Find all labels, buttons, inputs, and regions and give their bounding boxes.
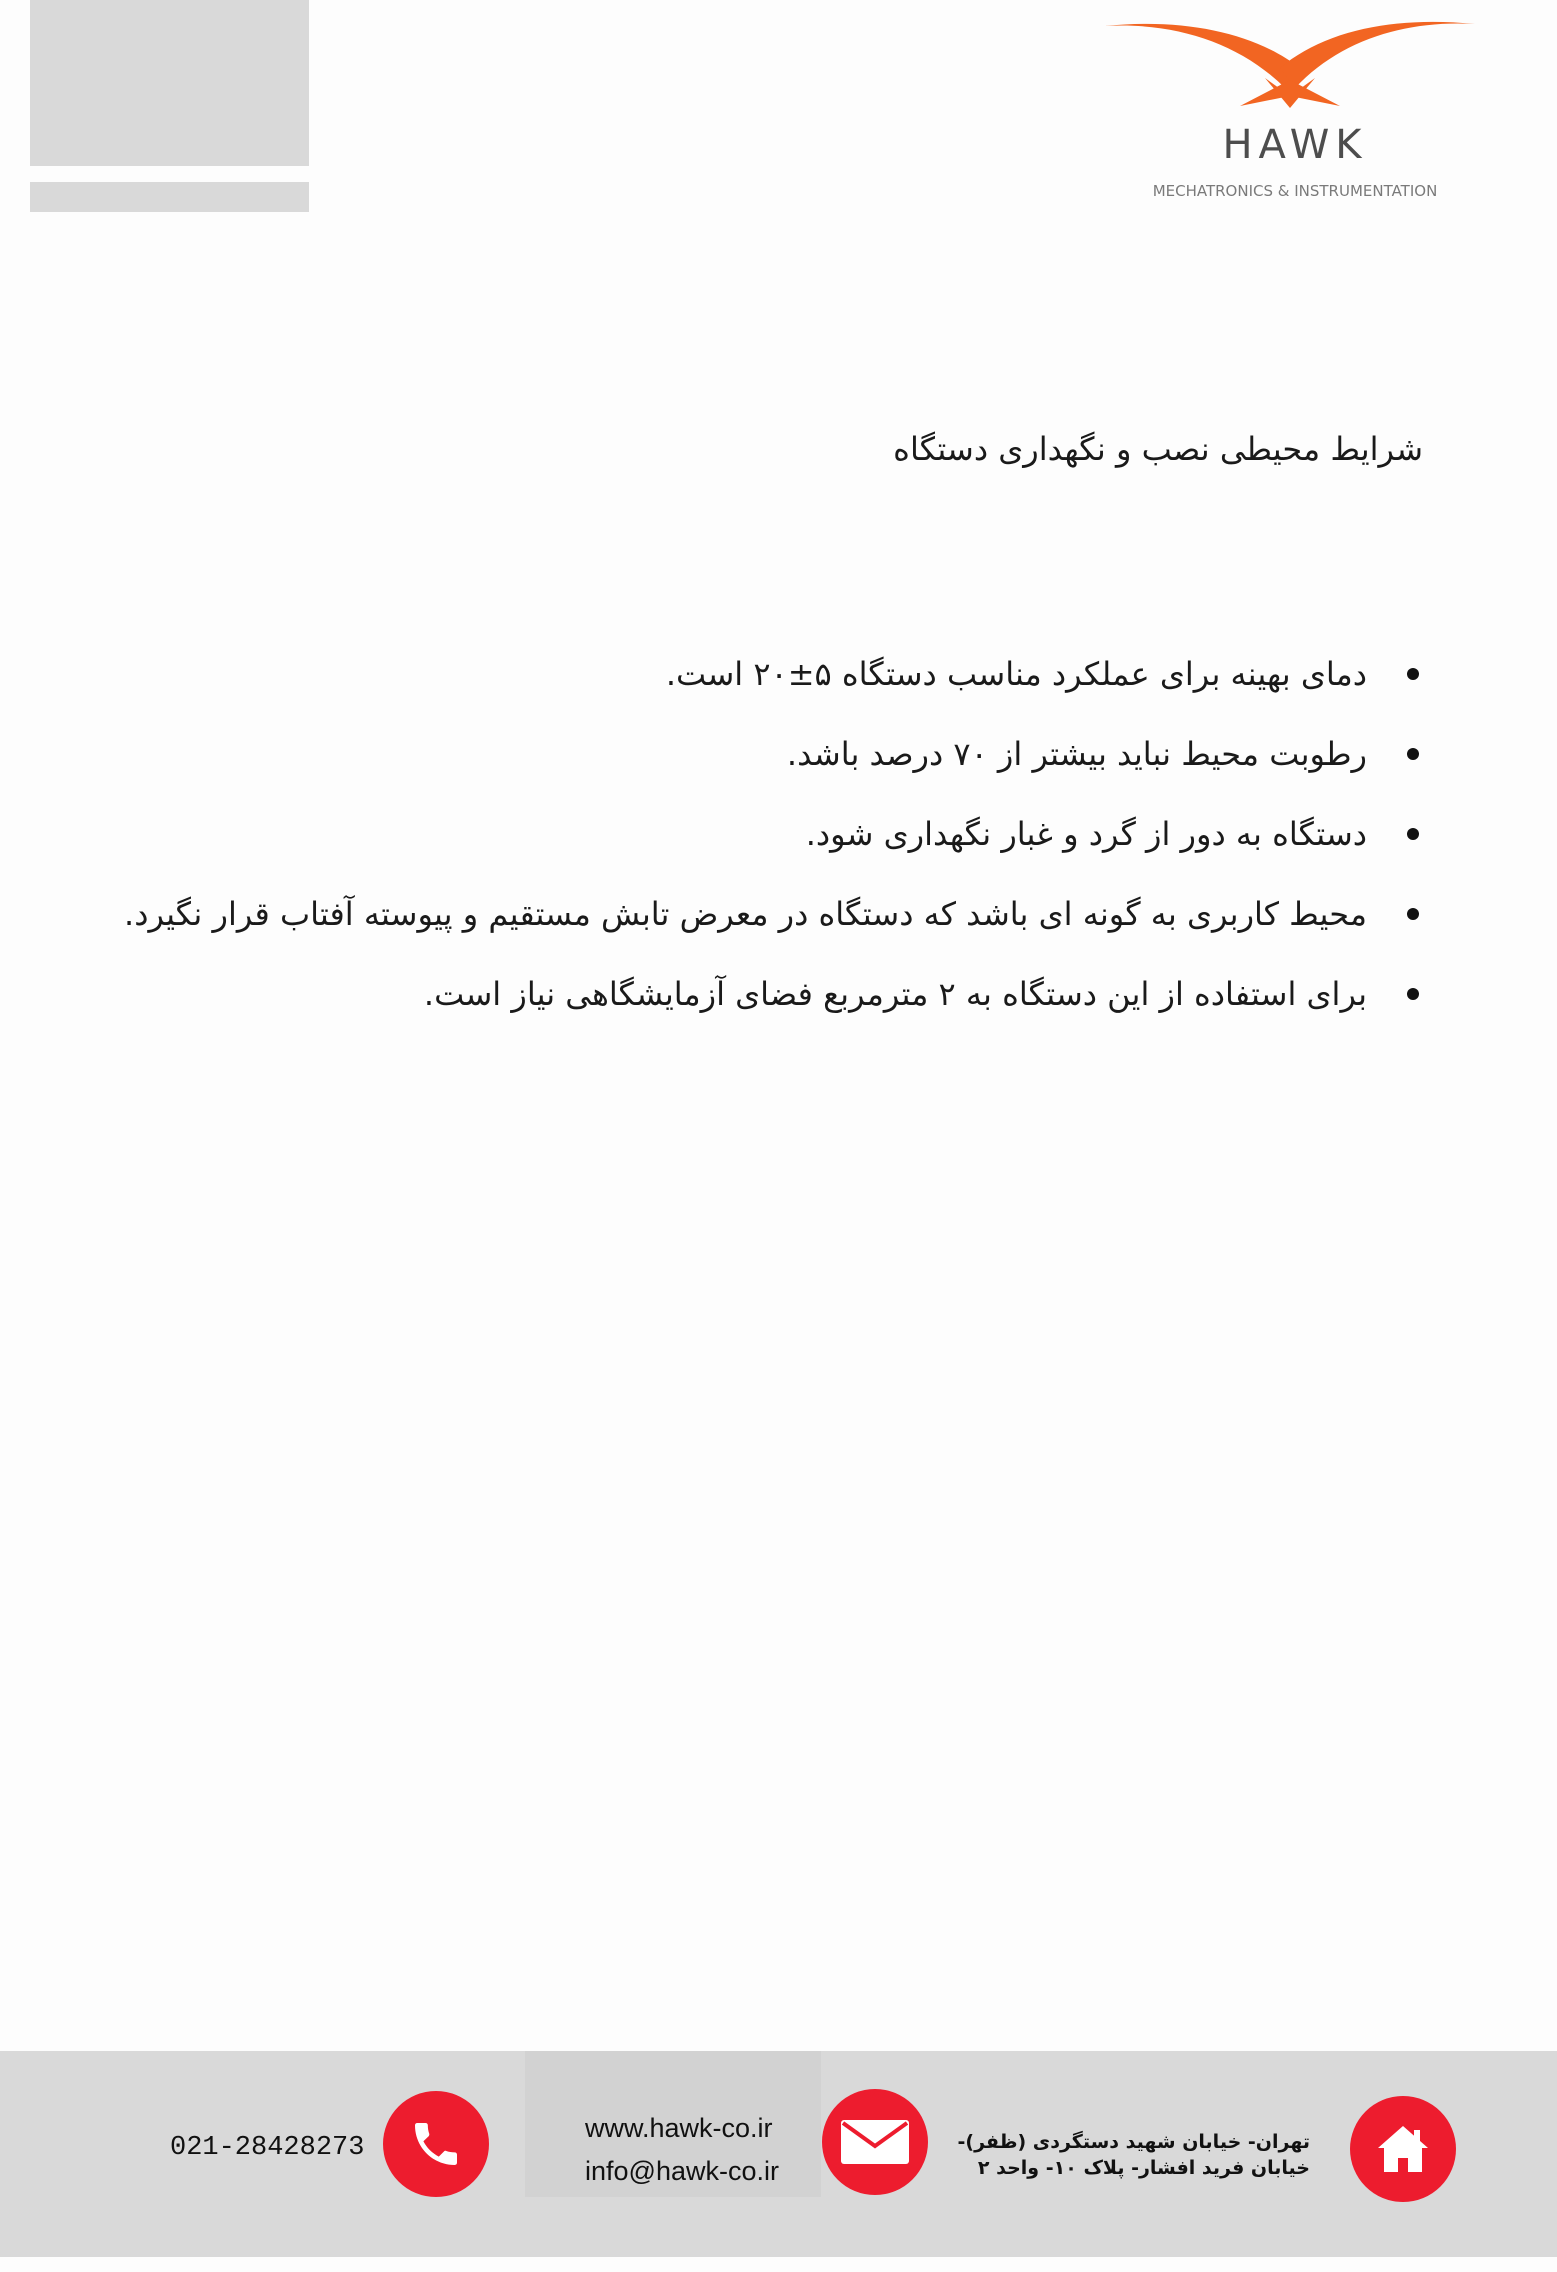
- logo-wordmark: HAWK: [1222, 122, 1368, 168]
- placeholder-block-top: [30, 0, 309, 166]
- bullet-icon: [1407, 668, 1419, 680]
- hawk-wings-icon: [1105, 18, 1475, 118]
- website-link[interactable]: www.hawk-co.ir: [585, 2113, 773, 2143]
- list-item: دمای بهینه برای عملکرد مناسب دستگاه ۵±۲۰ است.: [67, 650, 1367, 730]
- list-item: دستگاه به دور از گرد و غبار نگهداری شود.: [67, 810, 1367, 890]
- bullet-icon: [1407, 748, 1419, 760]
- address: [950, 2129, 1310, 2181]
- list-item: رطوبت محیط نباید بیشتر از ۷۰ درصد باشد.: [67, 730, 1367, 810]
- mail-icon[interactable]: [822, 2089, 928, 2195]
- phone-number[interactable]: 021-28428273: [170, 2133, 365, 2163]
- conditions-list: [67, 650, 1367, 1050]
- bullet-icon: [1407, 988, 1419, 1000]
- logo-tagline: MECHATRONICS & INSTRUMENTATION: [1152, 182, 1438, 200]
- placeholder-block-bar: [30, 182, 309, 212]
- bullet-icon: [1407, 828, 1419, 840]
- bullet-icon: [1407, 908, 1419, 920]
- list-item: برای استفاده از این دستگاه به ۲ مترمربع فضای آزمایشگاهی نیاز است.: [67, 970, 1367, 1050]
- hawk-logo: [1095, 18, 1480, 203]
- home-icon[interactable]: [1350, 2096, 1456, 2202]
- address-line-2: خیابان فرید افشار- پلاک ۱۰- واحد ۲: [977, 2157, 1310, 2179]
- document-title: شرایط محیطی نصب و نگهداری دستگاه: [893, 430, 1423, 468]
- footer: [0, 2051, 1557, 2257]
- email-link[interactable]: info@hawk-co.ir: [585, 2156, 779, 2186]
- address-line-1: تهران- خیابان شهید دستگردی (ظفر)-: [957, 2131, 1310, 2153]
- list-item: محیط کاربری به گونه ای باشد که دستگاه در معرض تابش مستقیم و پیوسته آفتاب قرار نگیرد.: [67, 890, 1367, 970]
- phone-icon[interactable]: [383, 2091, 489, 2197]
